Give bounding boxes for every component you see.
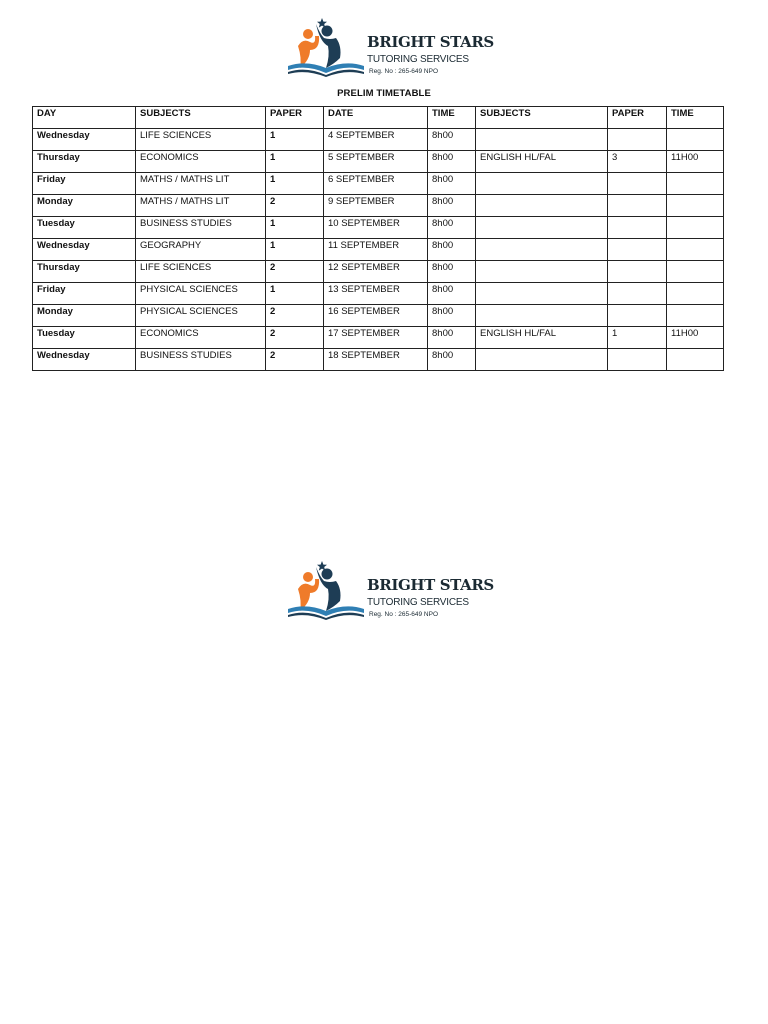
cell-paper: 1 — [266, 129, 324, 151]
cell-paper-2 — [608, 283, 667, 305]
cell-paper-2 — [608, 195, 667, 217]
table-row — [33, 173, 724, 195]
header-subjects: SUBJECTS — [136, 107, 266, 129]
brand-name: BRIGHT STARS — [367, 33, 494, 51]
cell-subject: BUSINESS STUDIES — [136, 217, 266, 239]
table-row — [33, 239, 724, 261]
table-row — [33, 195, 724, 217]
cell-subject-2: ENGLISH HL/FAL — [476, 327, 608, 349]
cell-day: Wednesday — [33, 239, 136, 261]
cell-subject: PHYSICAL SCIENCES — [136, 283, 266, 305]
cell-paper-2 — [608, 129, 667, 151]
cell-time-2: 11H00 — [667, 327, 724, 349]
cell-day: Tuesday — [33, 217, 136, 239]
cell-paper-2: 3 — [608, 151, 667, 173]
cell-paper-2 — [608, 349, 667, 371]
cell-paper: 2 — [266, 195, 324, 217]
cell-day: Thursday — [33, 261, 136, 283]
cell-day: Friday — [33, 173, 136, 195]
cell-time-2 — [667, 173, 724, 195]
cell-date: 16 SEPTEMBER — [324, 305, 428, 327]
cell-subject-2 — [476, 239, 608, 261]
cell-time: 8h00 — [428, 239, 476, 261]
cell-subject-2 — [476, 305, 608, 327]
cell-time-2 — [667, 283, 724, 305]
cell-time-2 — [667, 305, 724, 327]
cell-time: 8h00 — [428, 195, 476, 217]
cell-paper: 1 — [266, 151, 324, 173]
registration-number: Reg. No : 265-649 NPO — [369, 68, 439, 75]
cell-paper-2: 1 — [608, 327, 667, 349]
header-subjects-2: SUBJECTS — [476, 107, 608, 129]
cell-date: 5 SEPTEMBER — [324, 151, 428, 173]
cell-subject-2 — [476, 195, 608, 217]
cell-subject: BUSINESS STUDIES — [136, 349, 266, 371]
cell-date: 12 SEPTEMBER — [324, 261, 428, 283]
cell-paper-2 — [608, 261, 667, 283]
header-paper: PAPER — [266, 107, 324, 129]
cell-subject-2 — [476, 129, 608, 151]
brand-tagline: TUTORING SERVICES — [367, 597, 469, 608]
table-row — [33, 283, 724, 305]
registration-number: Reg. No : 265-649 NPO — [369, 611, 439, 618]
cell-paper-2 — [608, 173, 667, 195]
cell-time-2: 11H00 — [667, 151, 724, 173]
header-paper-2: PAPER — [608, 107, 667, 129]
cell-subject-2 — [476, 217, 608, 239]
cell-paper: 2 — [266, 349, 324, 371]
table-row — [33, 327, 724, 349]
cell-date: 17 SEPTEMBER — [324, 327, 428, 349]
cell-paper-2 — [608, 217, 667, 239]
cell-day: Monday — [33, 305, 136, 327]
cell-day: Wednesday — [33, 129, 136, 151]
bright-stars-logo-icon — [286, 559, 366, 621]
cell-time: 8h00 — [428, 151, 476, 173]
bright-stars-logo-icon — [286, 16, 366, 78]
cell-subject-2 — [476, 349, 608, 371]
cell-subject: MATHS / MATHS LIT — [136, 173, 266, 195]
cell-subject: MATHS / MATHS LIT — [136, 195, 266, 217]
cell-paper: 2 — [266, 305, 324, 327]
cell-day: Thursday — [33, 151, 136, 173]
cell-subject: ECONOMICS — [136, 327, 266, 349]
cell-date: 18 SEPTEMBER — [324, 349, 428, 371]
cell-day: Monday — [33, 195, 136, 217]
cell-paper: 2 — [266, 327, 324, 349]
cell-time-2 — [667, 217, 724, 239]
table-header-row — [33, 107, 724, 129]
table-row — [33, 129, 724, 151]
cell-time: 8h00 — [428, 217, 476, 239]
table-row — [33, 217, 724, 239]
cell-paper: 1 — [266, 239, 324, 261]
cell-subject: LIFE SCIENCES — [136, 129, 266, 151]
header-date: DATE — [324, 107, 428, 129]
cell-paper: 1 — [266, 283, 324, 305]
header-time: TIME — [428, 107, 476, 129]
cell-subject: LIFE SCIENCES — [136, 261, 266, 283]
cell-paper: 2 — [266, 261, 324, 283]
table-row — [33, 261, 724, 283]
cell-time: 8h00 — [428, 349, 476, 371]
cell-subject-2 — [476, 173, 608, 195]
timetable — [32, 106, 724, 371]
brand-tagline: TUTORING SERVICES — [367, 54, 469, 65]
cell-day: Friday — [33, 283, 136, 305]
cell-day: Tuesday — [33, 327, 136, 349]
cell-day: Wednesday — [33, 349, 136, 371]
cell-date: 4 SEPTEMBER — [324, 129, 428, 151]
cell-paper-2 — [608, 239, 667, 261]
cell-paper: 1 — [266, 217, 324, 239]
table-row — [33, 151, 724, 173]
cell-subject-2 — [476, 261, 608, 283]
table-row — [33, 349, 724, 371]
cell-time: 8h00 — [428, 305, 476, 327]
header-day: DAY — [33, 107, 136, 129]
cell-subject-2 — [476, 283, 608, 305]
table-row — [33, 305, 724, 327]
cell-date: 9 SEPTEMBER — [324, 195, 428, 217]
cell-time-2 — [667, 129, 724, 151]
page-title: PRELIM TIMETABLE — [337, 88, 431, 99]
cell-time-2 — [667, 349, 724, 371]
logo-bottom — [286, 559, 496, 621]
cell-date: 13 SEPTEMBER — [324, 283, 428, 305]
cell-subject: GEOGRAPHY — [136, 239, 266, 261]
cell-paper: 1 — [266, 173, 324, 195]
cell-time-2 — [667, 261, 724, 283]
cell-date: 6 SEPTEMBER — [324, 173, 428, 195]
cell-time: 8h00 — [428, 283, 476, 305]
cell-time: 8h00 — [428, 261, 476, 283]
brand-name: BRIGHT STARS — [367, 576, 494, 594]
cell-date: 11 SEPTEMBER — [324, 239, 428, 261]
cell-time: 8h00 — [428, 129, 476, 151]
header-time-2: TIME — [667, 107, 724, 129]
logo-top — [286, 16, 496, 78]
cell-time-2 — [667, 239, 724, 261]
cell-subject: PHYSICAL SCIENCES — [136, 305, 266, 327]
cell-paper-2 — [608, 305, 667, 327]
cell-time: 8h00 — [428, 327, 476, 349]
cell-subject-2: ENGLISH HL/FAL — [476, 151, 608, 173]
cell-time-2 — [667, 195, 724, 217]
cell-time: 8h00 — [428, 173, 476, 195]
cell-subject: ECONOMICS — [136, 151, 266, 173]
cell-date: 10 SEPTEMBER — [324, 217, 428, 239]
